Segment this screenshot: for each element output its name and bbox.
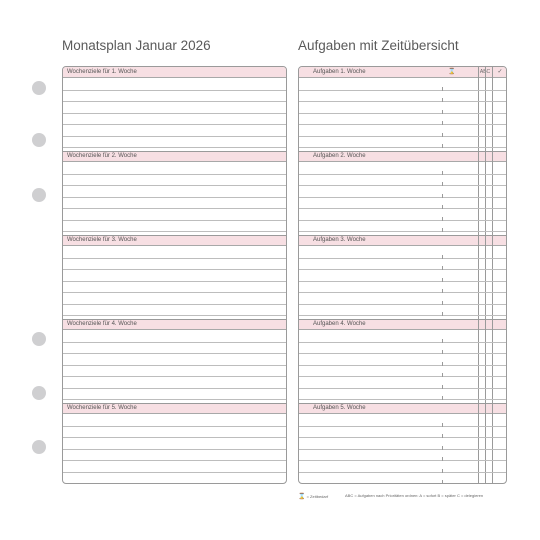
priority-column-divider bbox=[478, 67, 479, 483]
time-tick bbox=[442, 301, 443, 305]
abc-priority-icon: ABC bbox=[345, 493, 354, 498]
week-tasks-header bbox=[299, 403, 506, 414]
ruled-line bbox=[299, 101, 506, 102]
legend-priority-text: = Aufgaben nach Prioritäten ordnen: A = sofort B = später C = delegieren bbox=[354, 493, 484, 498]
ruled-line bbox=[63, 231, 286, 232]
week-tasks-header bbox=[299, 319, 506, 330]
time-tick bbox=[442, 255, 443, 259]
ruled-line bbox=[299, 304, 506, 305]
week-tasks-header bbox=[299, 151, 506, 162]
section-divider bbox=[63, 319, 286, 320]
done-column-divider bbox=[492, 67, 493, 483]
ruled-line bbox=[63, 472, 286, 473]
section-divider bbox=[299, 151, 506, 152]
task-section bbox=[299, 151, 506, 162]
time-tick bbox=[442, 289, 443, 293]
section-divider bbox=[299, 319, 506, 320]
binder-hole bbox=[32, 332, 46, 346]
time-tick bbox=[442, 339, 443, 343]
hourglass-icon: ⌛ bbox=[448, 69, 456, 75]
binder-hole bbox=[32, 188, 46, 202]
ruled-line bbox=[63, 174, 286, 175]
time-tick bbox=[442, 434, 443, 438]
ruled-line bbox=[63, 449, 286, 450]
ruled-line bbox=[299, 388, 506, 389]
section-divider bbox=[299, 403, 506, 404]
task-section bbox=[299, 67, 506, 78]
ruled-line bbox=[63, 483, 286, 484]
left-page-title: Monatsplan Januar 2026 bbox=[62, 38, 211, 53]
ruled-line bbox=[63, 353, 286, 354]
week-tasks-header bbox=[299, 67, 506, 78]
time-tick bbox=[442, 98, 443, 102]
time-tick bbox=[442, 457, 443, 461]
ruled-line bbox=[63, 147, 286, 148]
ruled-line bbox=[299, 208, 506, 209]
ruled-line bbox=[299, 147, 506, 148]
time-tick bbox=[442, 312, 443, 316]
week-goals-header: Wochenziele für 1. Woche bbox=[63, 67, 286, 78]
weekly-goals-panel bbox=[62, 66, 287, 484]
time-tick bbox=[442, 480, 443, 484]
week-goals-header: Wochenziele für 5. Woche bbox=[63, 403, 286, 414]
time-tick bbox=[442, 396, 443, 400]
time-tick bbox=[442, 217, 443, 221]
week-section bbox=[63, 151, 286, 162]
ruled-line bbox=[63, 113, 286, 114]
ruled-line bbox=[63, 315, 286, 316]
ruled-line bbox=[299, 460, 506, 461]
task-section bbox=[299, 235, 506, 246]
week-goals-header: Wochenziele für 4. Woche bbox=[63, 319, 286, 330]
ruled-line bbox=[299, 269, 506, 270]
ruled-line bbox=[299, 353, 506, 354]
ruled-line bbox=[299, 376, 506, 377]
ruled-line bbox=[63, 101, 286, 102]
week-tasks-label: Aufgaben 1. Woche bbox=[313, 69, 366, 75]
week-tasks-label: Aufgaben 3. Woche bbox=[313, 237, 366, 243]
priority-column-divider bbox=[485, 67, 486, 483]
week-section bbox=[63, 235, 286, 246]
ruled-line bbox=[63, 197, 286, 198]
time-tick bbox=[442, 446, 443, 450]
time-tick bbox=[442, 110, 443, 114]
ruled-line bbox=[299, 365, 506, 366]
week-section bbox=[63, 403, 286, 414]
ruled-line bbox=[299, 113, 506, 114]
abc-priority-icon: ABC bbox=[479, 69, 491, 75]
section-divider bbox=[299, 235, 506, 236]
ruled-line bbox=[299, 449, 506, 450]
section-divider bbox=[63, 235, 286, 236]
week-tasks-label: Aufgaben 5. Woche bbox=[313, 405, 366, 411]
ruled-line bbox=[299, 258, 506, 259]
time-tick bbox=[442, 133, 443, 137]
week-tasks-label: Aufgaben 2. Woche bbox=[313, 153, 366, 159]
hourglass-icon: ⌛ bbox=[298, 494, 306, 500]
week-goals-header: Wochenziele für 3. Woche bbox=[63, 235, 286, 246]
week-section bbox=[63, 319, 286, 330]
week-section bbox=[63, 67, 286, 78]
ruled-line bbox=[63, 185, 286, 186]
ruled-line bbox=[299, 185, 506, 186]
section-divider bbox=[63, 151, 286, 152]
ruled-line bbox=[299, 437, 506, 438]
time-tick bbox=[442, 469, 443, 473]
ruled-line bbox=[299, 90, 506, 91]
legend-priority bbox=[345, 493, 483, 498]
section-divider bbox=[63, 403, 286, 404]
legend-time bbox=[298, 493, 328, 500]
time-tick bbox=[442, 266, 443, 270]
ruled-line bbox=[299, 231, 506, 232]
weekly-tasks-panel bbox=[298, 66, 507, 484]
binder-hole bbox=[32, 386, 46, 400]
ruled-line bbox=[299, 426, 506, 427]
ruled-line bbox=[299, 483, 506, 484]
time-tick bbox=[442, 205, 443, 209]
ruled-line bbox=[63, 136, 286, 137]
week-goals-header: Wochenziele für 2. Woche bbox=[63, 151, 286, 162]
ruled-line bbox=[63, 460, 286, 461]
ruled-line bbox=[299, 292, 506, 293]
ruled-line bbox=[63, 426, 286, 427]
ruled-line bbox=[63, 90, 286, 91]
ruled-line bbox=[63, 292, 286, 293]
week-tasks-header bbox=[299, 235, 506, 246]
ruled-line bbox=[63, 269, 286, 270]
time-tick bbox=[442, 350, 443, 354]
time-tick bbox=[442, 362, 443, 366]
binder-hole bbox=[32, 133, 46, 147]
time-tick bbox=[442, 423, 443, 427]
week-tasks-label: Aufgaben 4. Woche bbox=[313, 321, 366, 327]
ruled-line bbox=[299, 220, 506, 221]
task-section bbox=[299, 319, 506, 330]
time-tick bbox=[442, 278, 443, 282]
ruled-line bbox=[299, 136, 506, 137]
ruled-line bbox=[63, 281, 286, 282]
ruled-line bbox=[299, 281, 506, 282]
time-tick bbox=[442, 171, 443, 175]
ruled-line bbox=[299, 124, 506, 125]
legend-time-text: = Zeitbedarf bbox=[306, 494, 329, 499]
time-tick bbox=[442, 228, 443, 232]
ruled-line bbox=[63, 376, 286, 377]
time-tick bbox=[442, 144, 443, 148]
time-tick bbox=[442, 121, 443, 125]
time-tick bbox=[442, 182, 443, 186]
ruled-line bbox=[63, 208, 286, 209]
ruled-line bbox=[299, 174, 506, 175]
ruled-line bbox=[63, 437, 286, 438]
ruled-line bbox=[299, 197, 506, 198]
time-tick bbox=[442, 87, 443, 91]
ruled-line bbox=[63, 388, 286, 389]
time-tick bbox=[442, 385, 443, 389]
ruled-line bbox=[299, 342, 506, 343]
ruled-line bbox=[63, 365, 286, 366]
binder-hole bbox=[32, 440, 46, 454]
ruled-line bbox=[63, 342, 286, 343]
task-section bbox=[299, 403, 506, 414]
right-page-title: Aufgaben mit Zeitübersicht bbox=[298, 38, 459, 53]
ruled-line bbox=[299, 472, 506, 473]
checkmark-icon: ✓ bbox=[497, 69, 503, 75]
ruled-line bbox=[299, 315, 506, 316]
ruled-line bbox=[63, 220, 286, 221]
ruled-line bbox=[63, 304, 286, 305]
time-tick bbox=[442, 373, 443, 377]
time-tick bbox=[442, 194, 443, 198]
binder-hole bbox=[32, 81, 46, 95]
ruled-line bbox=[63, 124, 286, 125]
ruled-line bbox=[299, 399, 506, 400]
ruled-line bbox=[63, 399, 286, 400]
ruled-line bbox=[63, 258, 286, 259]
